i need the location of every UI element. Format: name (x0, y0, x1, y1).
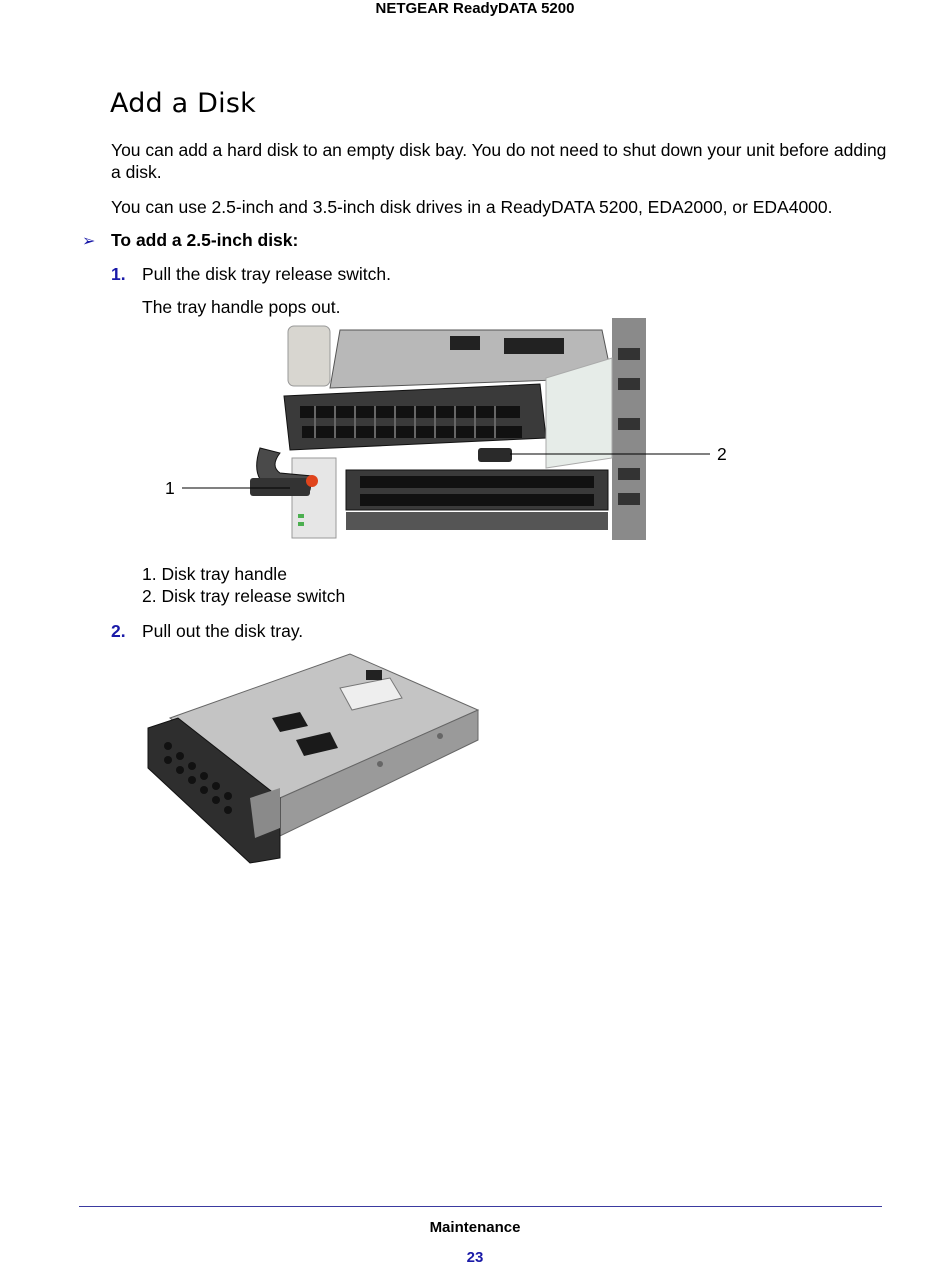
step-2-number: 2. (111, 621, 126, 641)
footer-rule (79, 1206, 882, 1207)
callout-2: 2 (717, 444, 727, 464)
callout-lines (180, 450, 720, 500)
procedure-heading-text: To add a 2.5-inch disk: (111, 230, 299, 250)
section-title: Add a Disk (110, 88, 256, 119)
removed-disk-tray-figure (140, 648, 490, 870)
disk-tray-chassis-figure (240, 318, 646, 540)
procedure-arrow-icon: ➢ (82, 233, 96, 250)
step-2 (111, 621, 303, 642)
compat-paragraph: You can use 2.5-inch and 3.5-inch disk drives in a ReadyDATA 5200, EDA2000, or EDA4000. (111, 197, 833, 217)
intro-paragraph: You can add a hard disk to an empty disk bay. You do not need to shut down your unit before adding a disk. (111, 140, 887, 182)
figure-legend (142, 563, 345, 607)
running-header: NETGEAR ReadyDATA 5200 (375, 0, 575, 17)
step-1-result: The tray handle pops out. (142, 297, 341, 317)
step-2-text: Pull out the disk tray. (142, 621, 304, 641)
step-1-text: Pull the disk tray release switch. (142, 264, 391, 284)
procedure-heading (82, 230, 298, 251)
callout-1: 1 (165, 478, 175, 498)
footer-section: Maintenance (429, 1219, 521, 1236)
step-1 (111, 264, 391, 285)
page-number: 23 (466, 1249, 484, 1266)
legend-item-2: 2. Disk tray release switch (142, 586, 346, 606)
step-1-number: 1. (111, 264, 126, 284)
legend-item-1: 1. Disk tray handle (142, 564, 287, 584)
